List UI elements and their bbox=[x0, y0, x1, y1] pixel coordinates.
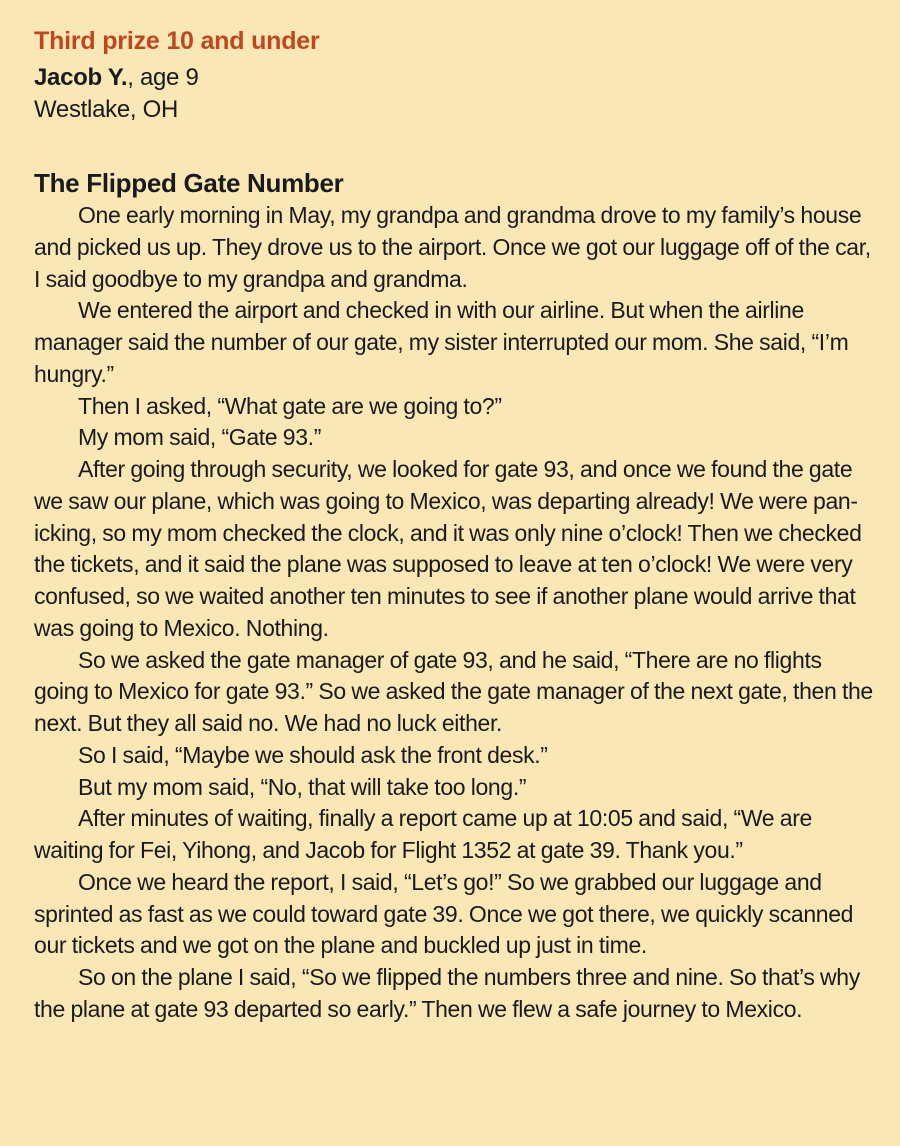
story-paragraph: We entered the airport and checked in with our airline. But when the airline manager said the number of our gate, my sister interrupted our mom. She said, “I’m hungry.” bbox=[34, 297, 849, 387]
author-name: Jacob Y. bbox=[34, 64, 128, 91]
story-paragraph: So I said, “Maybe we should ask the front desk.” bbox=[78, 741, 548, 768]
story-paragraph: One early morning in May, my grandpa and grandma drove to my family’s house and picked us up. They drove us to the airport. Once we got our luggage off of the car, I said goodbye to my grandpa and grandma. bbox=[34, 202, 871, 292]
author-location: Westlake, OH bbox=[34, 96, 178, 123]
story-paragraph: So we asked the gate manager of gate 93, and he said, “There are no flights going to Mexico for gate 93.” So we asked the gate manager of the next gate, then the next. But they all said no. We had no luck either. bbox=[34, 646, 873, 736]
story-paragraph: My mom said, “Gate 93.” bbox=[78, 424, 322, 451]
author-line bbox=[34, 62, 874, 94]
story-paragraph: So on the plane I said, “So we flipped the numbers three and nine. So that’s why the plane at gate 93 departed so early.” Then we flew a safe journey to Mexico. bbox=[34, 964, 860, 1022]
story-paragraph: After minutes of waiting, finally a report came up at 10:05 and said, “We are waiting for Fei, Yihong, and Jacob for Flight 1352 at gate 39. Thank you.” bbox=[34, 805, 812, 863]
story-body bbox=[34, 200, 874, 1026]
story-paragraph: After going through security, we looked for gate 93, and once we found the gate we saw our plane, which was going to Mexico, was departing already! We were pan-icking, so my mom checked the clock, and it was only nine o’clock! Then we checked the tickets, and it said the plane was supposed to leave at ten o’clock! We were very confused, so we waited another ten minutes to see if another plane would arrive that was going to Mexico. Nothing. bbox=[34, 456, 862, 641]
story-paragraph: But my mom said, “No, that will take too long.” bbox=[78, 773, 527, 800]
author-age: , age 9 bbox=[127, 64, 199, 91]
story-title: The Flipped Gate Number bbox=[34, 168, 344, 198]
article bbox=[34, 24, 874, 1026]
story-paragraph: Then I asked, “What gate are we going to?” bbox=[78, 392, 502, 419]
story-paragraph: Once we heard the report, I said, “Let’s go!” So we grabbed our luggage and sprinted as fast as we could toward gate 39. Once we got there, we quickly scanned our tickets and we got on the plane and buckled up just in time. bbox=[34, 868, 854, 959]
prize-heading: Third prize 10 and under bbox=[34, 27, 320, 55]
